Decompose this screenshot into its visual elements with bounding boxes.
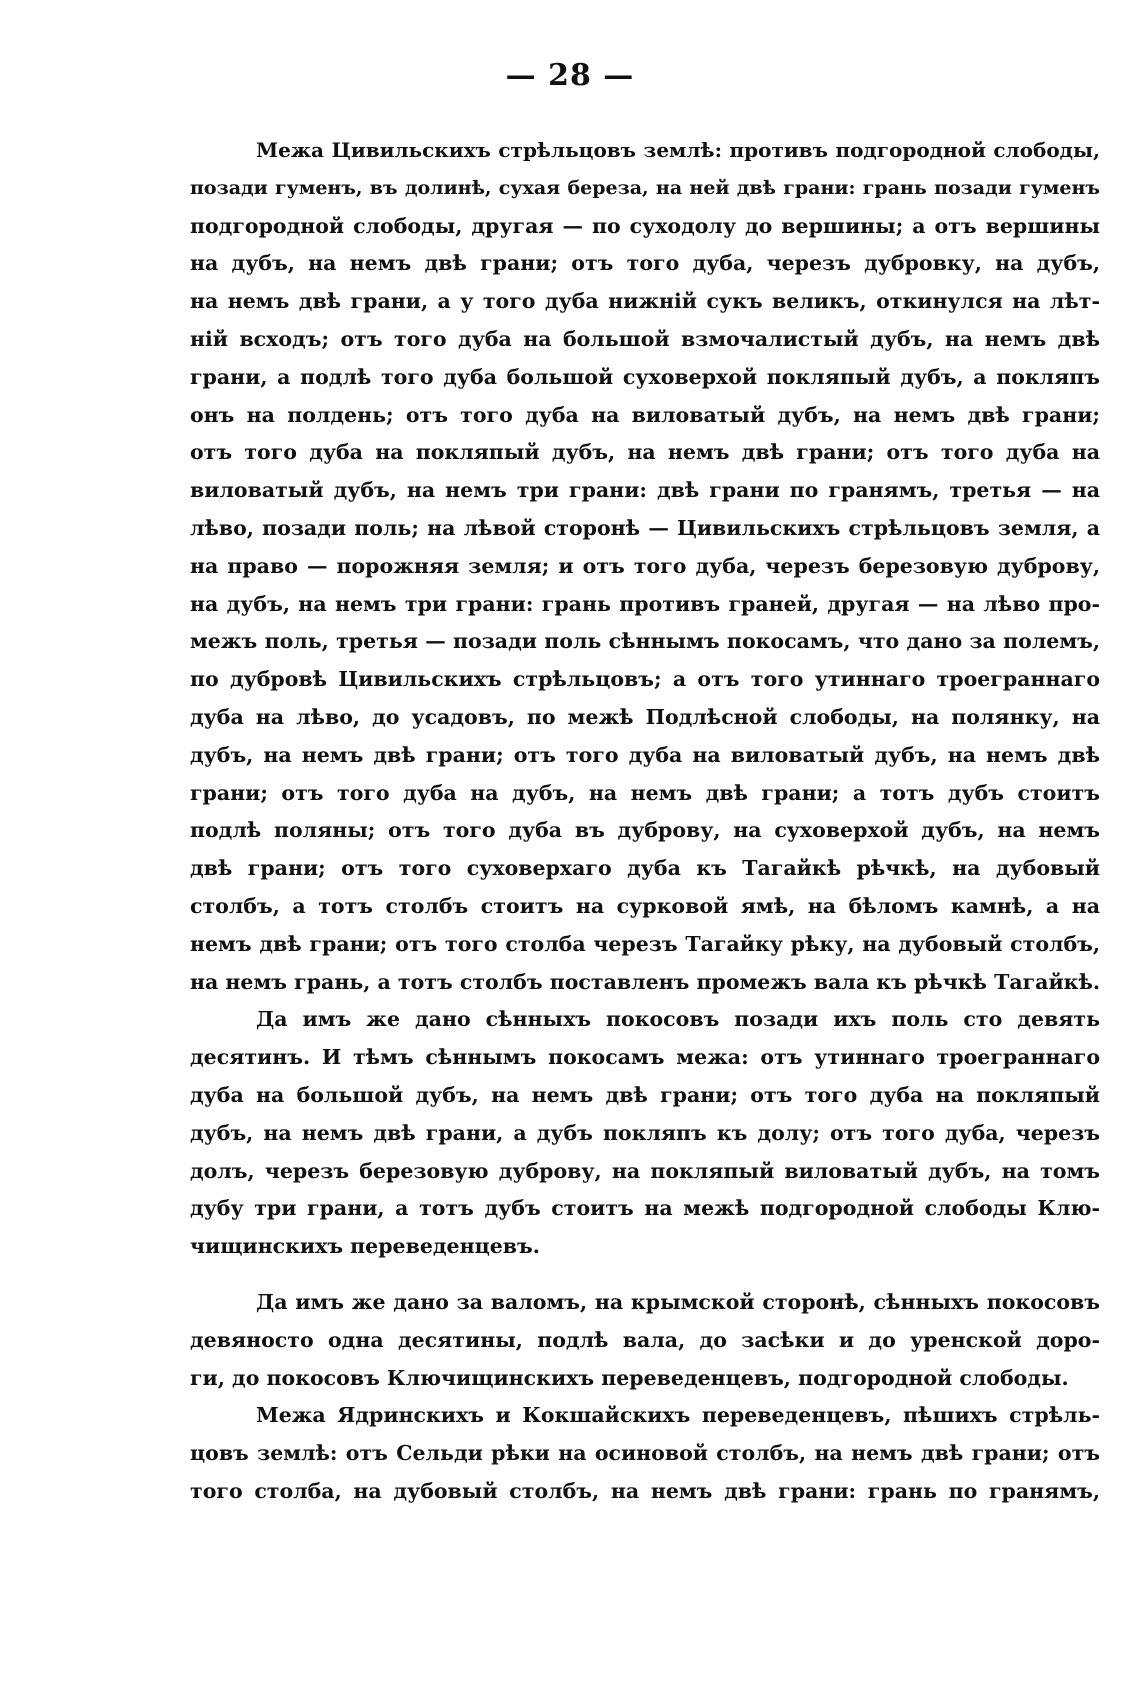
text-line: ги, до покосовъ Ключищинскихъ переведенцевъ, подгородной слободы.: [190, 1365, 1069, 1390]
text-line: лѣво, позади поль; на лѣвой сторонѣ — Цивильскихъ стрѣльцовъ земля, а: [190, 515, 1100, 540]
text-line: на дубъ, на немъ двѣ грани; отъ того дуба, черезъ дубровку, на дубъ,: [190, 251, 1100, 276]
text-line: по дубровѣ Цивильскихъ стрѣльцовъ; а отъ того утиннаго троеграннаго: [190, 667, 1100, 692]
text-line: позади гуменъ, въ долинѣ, сухая береза, на ней двѣ грани: грань позади гуменъ: [190, 176, 1100, 199]
text-line: на немъ двѣ грани, а у того дуба нижній сукъ великъ, откинулся на лѣт-: [190, 289, 1100, 314]
text-line: дуба на лѣво, до усадовъ, по межѣ Подлѣсной слободы, на полянку, на: [190, 704, 1100, 729]
text-line: того столба, на дубовый столбъ, на немъ двѣ грани: грань по гранямъ,: [190, 1478, 1100, 1503]
text-line: виловатый дубъ, на немъ три грани: двѣ грани по гранямъ, третья — на: [190, 478, 1100, 503]
text-line: Да имъ же дано за валомъ, на крымской сторонѣ, сѣнныхъ покосовъ: [256, 1289, 1100, 1314]
text-line: двѣ грани; отъ того суховерхаго дуба къ Тагайкѣ рѣчкѣ, на дубовый: [190, 856, 1100, 881]
text-line: грани; отъ того дуба на дубъ, на немъ двѣ грани; а тотъ дубъ стоитъ: [190, 780, 1100, 805]
text-line: ній всходъ; отъ того дуба на большой взмочалистый дубъ, на немъ двѣ: [190, 326, 1100, 351]
text-line: цовъ землѣ: отъ Сельди рѣки на осиновой столбъ, на немъ двѣ грани; отъ: [190, 1441, 1100, 1466]
text-line: онъ на полдень; отъ того дуба на виловатый дубъ, на немъ двѣ грани;: [190, 402, 1100, 427]
text-line: чищинскихъ переведенцевъ.: [190, 1234, 540, 1259]
text-line: Да имъ же дано сѣнныхъ покосовъ позади ихъ поль сто девять: [256, 1007, 1100, 1032]
text-line: столбъ, а тотъ столбъ стоитъ на сурковой ямѣ, на бѣломъ камнѣ, а на: [190, 893, 1100, 918]
text-line: Межа Ядринскихъ и Кокшайскихъ переведенцевъ, пѣшихъ стрѣль-: [256, 1403, 1100, 1428]
text-line: дубу три грани, а тотъ дубъ стоитъ на межѣ подгородной слободы Клю-: [190, 1196, 1100, 1221]
text-line: Межа Цивильскихъ стрѣльцовъ землѣ: противъ подгородной слободы,: [256, 138, 1100, 162]
text-line: десятинъ. И тѣмъ сѣннымъ покосамъ межа: отъ утиннаго троеграннаго: [190, 1045, 1100, 1070]
text-line: девяносто одна десятины, подлѣ вала, до засѣки и до уренской доро-: [190, 1327, 1100, 1352]
text-line: дуба на большой дубъ, на немъ двѣ грани; отъ того дуба на покляпый: [190, 1082, 1100, 1107]
text-line: на право — порожняя земля; и отъ того дуба, черезъ березовую дуброву,: [190, 553, 1100, 578]
text-line: дубъ, на немъ двѣ грани; отъ того дуба на виловатый дубъ, на немъ двѣ: [190, 742, 1100, 767]
text-line: подлѣ поляны; отъ того дуба въ дуброву, на суховерхой дубъ, на немъ: [190, 818, 1100, 843]
text-line: подгородной слободы, другая — по суходолу до вершины; а отъ вершины: [190, 213, 1100, 238]
text-line: грани, а подлѣ того дуба большой суховерхой покляпый дубъ, а покляпъ: [190, 364, 1100, 389]
text-line: немъ двѣ грани; отъ того столба черезъ Тагайку рѣку, на дубовый столбъ,: [190, 931, 1100, 956]
page-number: — 28 —: [505, 58, 635, 93]
text-line: отъ того дуба на покляпый дубъ, на немъ двѣ грани; отъ того дуба на: [190, 440, 1100, 465]
text-line: дубъ, на немъ двѣ грани, а дубъ покляпъ къ долу; отъ того дуба, черезъ: [190, 1120, 1100, 1145]
text-line: межъ поль, третья — позади поль сѣннымъ покосамъ, что дано за полемъ,: [190, 629, 1100, 654]
text-line: долъ, черезъ березовую дуброву, на покляпый виловатый дубъ, на томъ: [190, 1158, 1100, 1183]
text-line: на дубъ, на немъ три грани: грань противъ граней, другая — на лѣво про-: [190, 591, 1100, 616]
text-line: на немъ грань, а тотъ столбъ поставленъ промежъ вала къ рѣчкѣ Тагайкѣ.: [190, 969, 1101, 994]
body-text: [190, 132, 1100, 1511]
